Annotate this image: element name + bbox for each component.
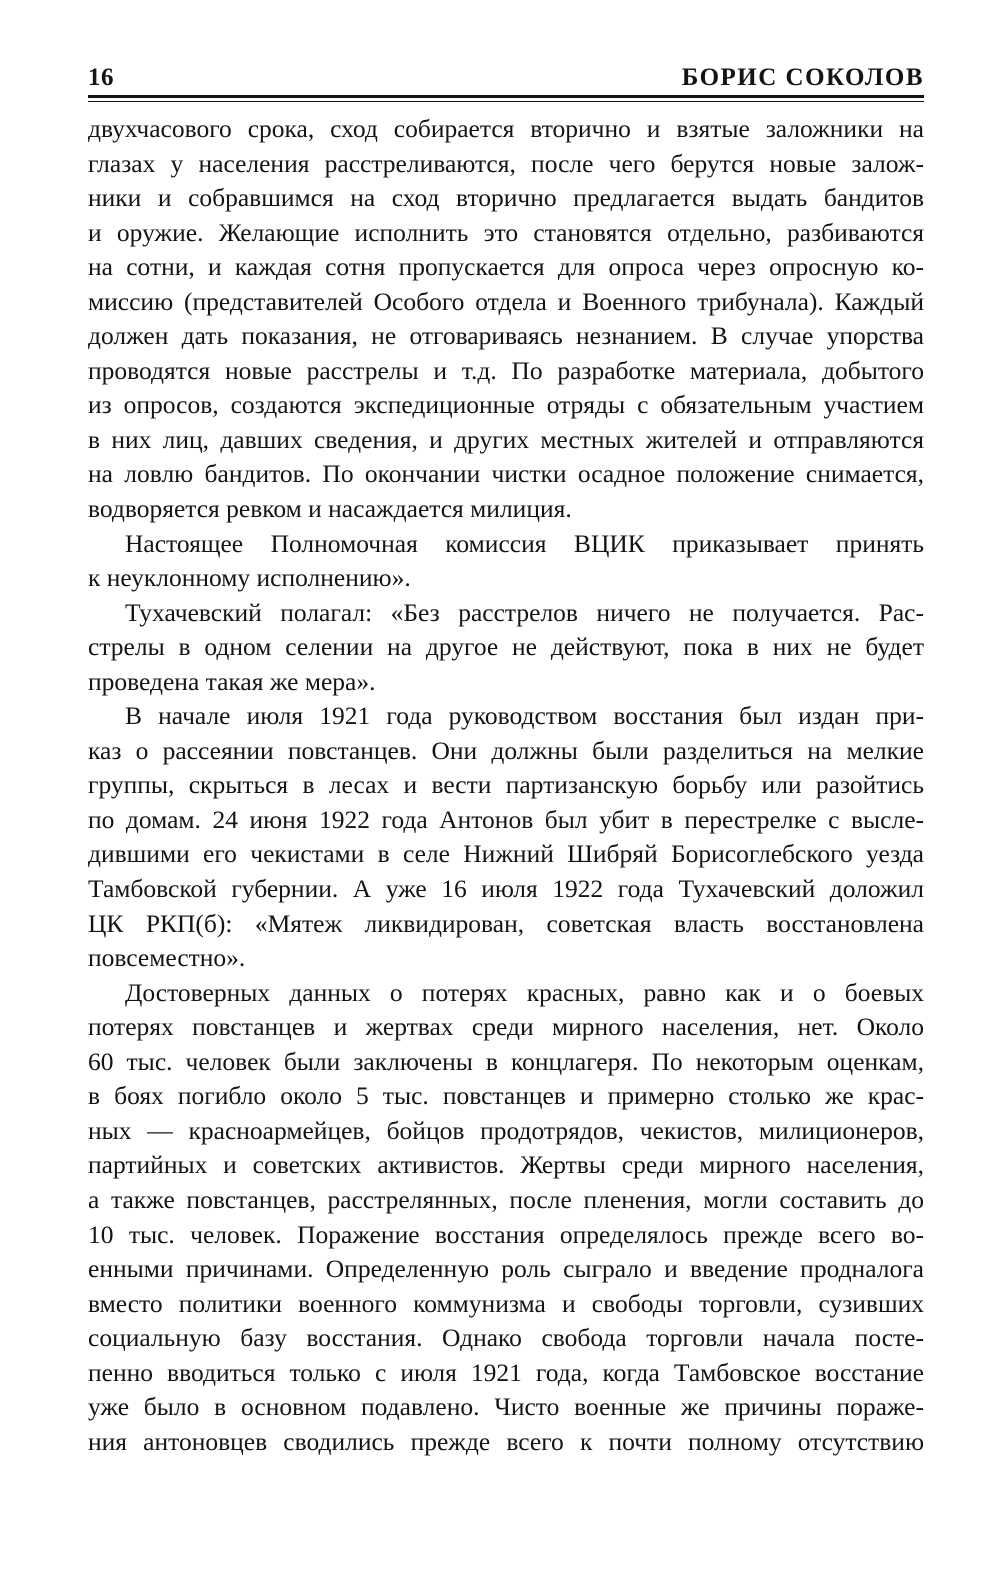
running-head-author: БОРИС СОКОЛОВ bbox=[681, 64, 924, 91]
text-line: а также повстанцев, расстрелянных, после пленения, могли составить до bbox=[88, 1184, 924, 1214]
text-line: ных — красноармейцев, бойцов продотрядов, чекистов, милиционеров, bbox=[88, 1115, 924, 1145]
text-line: Тухачевский полагал: «Без расстрелов ничего не получается. Рас- bbox=[125, 597, 924, 627]
text-line: потерях повстанцев и жертвах среди мирного населения, нет. Около bbox=[88, 1012, 924, 1042]
text-line: проводятся новые расстрелы и т.д. По разработке материала, добытого bbox=[88, 355, 924, 385]
text-line: ники и собравшимся на сход вторично предлагается выдать бандитов bbox=[88, 183, 924, 213]
text-line: к неуклонному исполнению». bbox=[88, 563, 411, 593]
text-line: глазах у населения расстреливаются, после чего берутся новые залож- bbox=[88, 148, 924, 178]
page-header bbox=[88, 58, 924, 98]
header-rule-thick bbox=[88, 95, 924, 98]
text-line: из опросов, создаются экспедиционные отряды с обязательным участием bbox=[88, 390, 924, 420]
text-line: миссию (представителей Особого отдела и Военного трибунала). Каждый bbox=[88, 286, 924, 316]
text-line: вместо политики военного коммунизма и свободы торговли, сузивших bbox=[88, 1288, 924, 1318]
text-line: повсеместно». bbox=[88, 943, 246, 973]
text-line: Настоящее Полномочная комиссия ВЦИК приказывает принять bbox=[125, 528, 924, 558]
text-line: стрелы в одном селении на другое не действуют, пока в них не будет bbox=[88, 632, 924, 662]
paragraph bbox=[88, 699, 924, 975]
body-text bbox=[88, 112, 924, 1459]
text-line: группы, скрыться в лесах и вести партизанскую борьбу или разойтись bbox=[88, 770, 924, 800]
text-line: В начале июля 1921 года руководством восстания был издан при- bbox=[125, 701, 924, 731]
text-line: Достоверных данных о потерях красных, равно как и о боевых bbox=[125, 977, 924, 1007]
text-line: енными причинами. Определенную роль сыграло и введение продналога bbox=[88, 1254, 924, 1284]
text-line: пенно вводиться только с июля 1921 года, когда Тамбовское восстание bbox=[88, 1357, 924, 1387]
header-rule-thin bbox=[88, 101, 924, 102]
text-line: 60 тыс. человек были заключены в концлагеря. По некоторым оценкам, bbox=[88, 1046, 924, 1076]
text-line: на сотни, и каждая сотня пропускается для опроса через опросную ко- bbox=[88, 252, 924, 282]
page-number: 16 bbox=[88, 64, 114, 91]
text-line: ния антоновцев сводились прежде всего к почти полному отсутствию bbox=[88, 1426, 924, 1456]
paragraph bbox=[88, 596, 924, 700]
text-line: социальную базу восстания. Однако свобода торговли начала посте- bbox=[88, 1323, 924, 1353]
text-line: ЦК РКП(б): «Мятеж ликвидирован, советская власть восстановлена bbox=[88, 908, 924, 938]
text-line: партийных и советских активистов. Жертвы среди мирного населения, bbox=[88, 1150, 924, 1180]
text-line: должен дать показания, не отговариваясь незнанием. В случае упорства bbox=[88, 321, 924, 351]
text-line: и оружие. Желающие исполнить это становятся отдельно, разбиваются bbox=[88, 217, 924, 247]
paragraph bbox=[88, 976, 924, 1460]
text-line: уже было в основном подавлено. Чисто военные же причины пораже- bbox=[88, 1392, 924, 1422]
text-line: дившими его чекистами в селе Нижний Шибряй Борисоглебского уезда bbox=[88, 839, 924, 869]
text-line: каз о рассеянии повстанцев. Они должны были разделиться на мелкие bbox=[88, 735, 924, 765]
text-line: по домам. 24 июня 1922 года Антонов был убит в перестрелке с высле- bbox=[88, 804, 924, 834]
text-line: в боях погибло около 5 тыс. повстанцев и примерно столько же крас- bbox=[88, 1081, 924, 1111]
text-line: водворяется ревком и насаждается милиция. bbox=[88, 494, 572, 524]
text-line: в них лиц, давших сведения, и других местных жителей и отправляются bbox=[88, 424, 924, 454]
paragraph bbox=[88, 527, 924, 596]
text-line: на ловлю бандитов. По окончании чистки осадное положение снимается, bbox=[88, 459, 924, 489]
paragraph bbox=[88, 112, 924, 527]
text-line: двухчасового срока, сход собирается вторично и взятые заложники на bbox=[88, 114, 924, 143]
text-line: 10 тыс. человек. Поражение восстания определялось прежде всего во- bbox=[88, 1219, 924, 1249]
text-line: проведена такая же мера». bbox=[88, 666, 376, 696]
text-line: Тамбовской губернии. А уже 16 июля 1922 года Тухачевский доложил bbox=[88, 874, 924, 904]
